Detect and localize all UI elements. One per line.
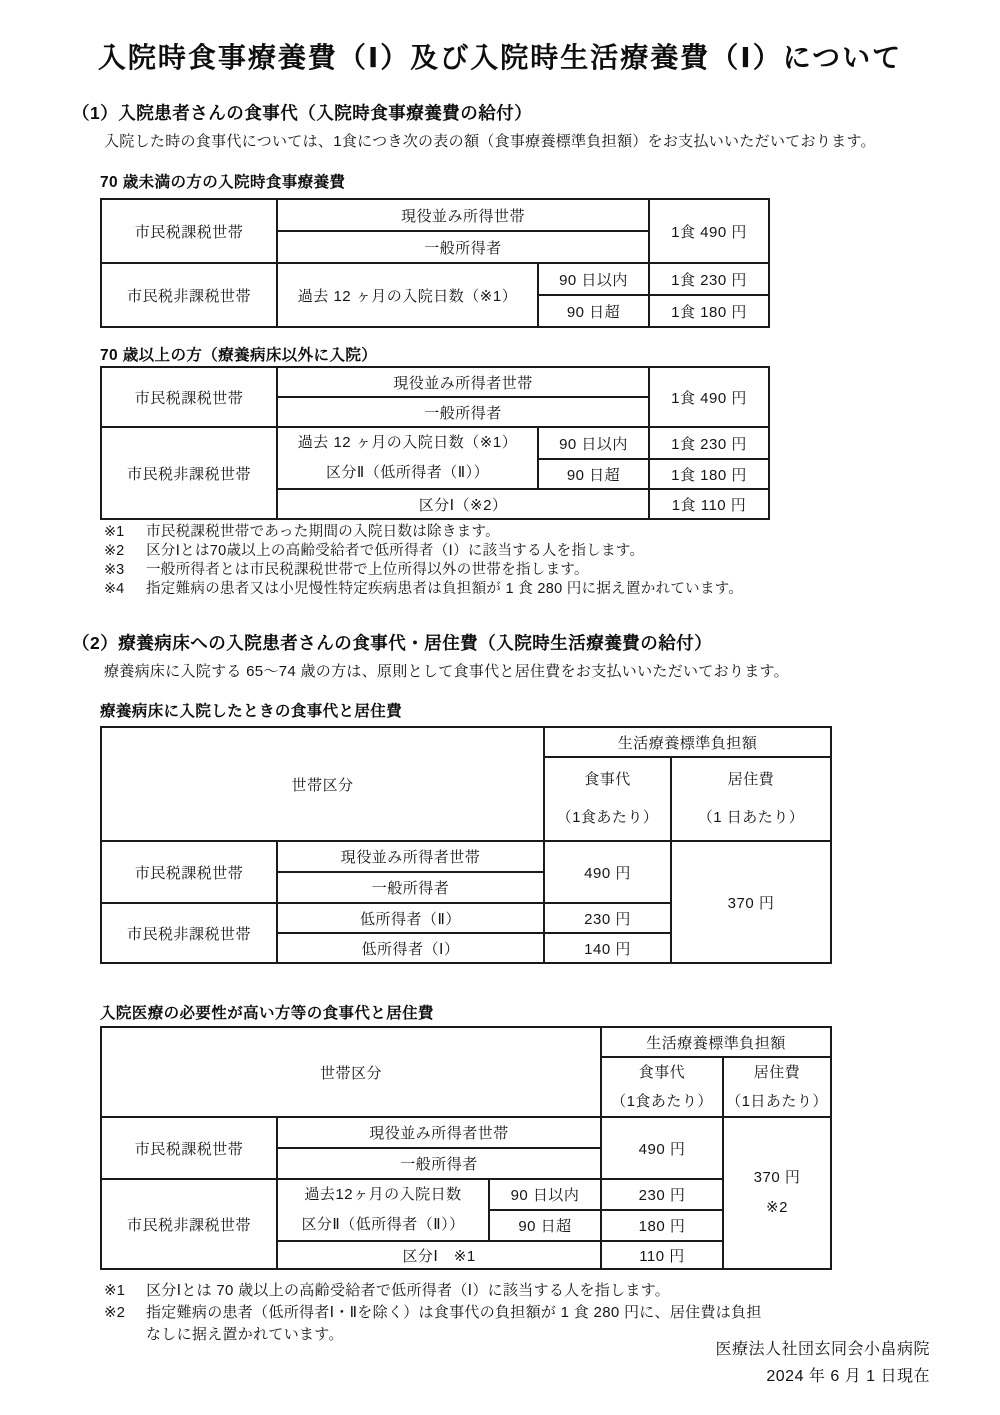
footnote-mark: ※3 bbox=[104, 562, 125, 578]
cell-taxed-household: 市民税課税世帯 bbox=[101, 199, 277, 263]
cell-kubun2-line: 区分Ⅱ（低所得者（Ⅱ）） bbox=[301, 1216, 465, 1233]
cell-price-180: 1食 180 円 bbox=[649, 459, 769, 489]
cell-meal-price-490: 490 円 bbox=[601, 1117, 723, 1179]
as-of-date: 2024 年 6 月 1 日現在 bbox=[766, 1368, 930, 1385]
cell-meal-fee-header bbox=[601, 1057, 723, 1117]
residence-fee-unit: （1 日あたり） bbox=[697, 809, 805, 826]
footnote-text: なしに据え置かれています。 bbox=[146, 1326, 344, 1343]
cell-burden-header: 生活療養標準負担額 bbox=[544, 727, 831, 757]
cell-over-90days: 90 日超 bbox=[538, 459, 649, 489]
cell-within-90days: 90 日以内 bbox=[538, 427, 649, 459]
residence-fee-unit: （1日あたり） bbox=[726, 1093, 828, 1110]
cell-taxed-household: 市民税課税世帯 bbox=[101, 367, 277, 427]
cell-hospital-days-line: 過去 12 ヶ月の入院日数（※1） bbox=[297, 434, 518, 451]
footnote-text: 区分Ⅰとは 70 歳以上の高齢受給者で低所得者（Ⅰ）に該当する人を指します。 bbox=[146, 1282, 671, 1299]
page-title: 入院時食事療養費（Ⅰ）及び入院時生活療養費（Ⅰ）について bbox=[97, 42, 903, 73]
cell-active-income: 現役並み所得者世帯 bbox=[277, 841, 544, 872]
footnote-mark: ※1 bbox=[104, 524, 125, 540]
meal-fee-unit: （1食あたり） bbox=[611, 1093, 713, 1110]
footnote bbox=[104, 561, 743, 580]
table4-title: 入院医療の必要性が高い方等の食事代と居住費 bbox=[100, 1005, 434, 1022]
cell-untaxed-household: 市民税非課税世帯 bbox=[101, 263, 277, 327]
cell-meal-price-230: 230 円 bbox=[601, 1179, 723, 1210]
cell-within-90days: 90 日以内 bbox=[489, 1179, 601, 1210]
cell-general-income: 一般所得者 bbox=[277, 872, 544, 903]
meal-fee-label: 食事代 bbox=[638, 1064, 686, 1081]
residence-price-note: ※2 bbox=[766, 1199, 788, 1216]
footnote-text: 市民税課税世帯であった期間の入院日数は除きます。 bbox=[146, 524, 500, 540]
footnote-text: 指定難病の患者（低所得者Ⅰ・Ⅱを除く）は食事代の負担額が 1 食 280 円に、居住費は負担 bbox=[146, 1304, 762, 1321]
table-high-need-meal-residence-fee bbox=[100, 1026, 832, 1270]
cell-meal-price-110: 110 円 bbox=[601, 1241, 723, 1269]
footnotes-section2 bbox=[104, 1280, 762, 1346]
cell-residence-fee-header bbox=[671, 757, 831, 841]
cell-hospital-days-kubun2 bbox=[277, 1179, 489, 1241]
footnote bbox=[104, 580, 743, 599]
table1-title: 70 歳未満の方の入院時食事療養費 bbox=[100, 174, 346, 191]
cell-household-category-header: 世帯区分 bbox=[101, 727, 544, 841]
section2-heading: （2）療養病床への入院患者さんの食事代・居住費（入院時生活療養費の給付） bbox=[72, 633, 713, 653]
cell-low-income-1: 低所得者（Ⅰ） bbox=[277, 933, 544, 963]
footnote-mark: ※2 bbox=[104, 1304, 125, 1321]
footnote-continuation bbox=[104, 1324, 762, 1346]
footnote bbox=[104, 523, 743, 542]
cell-meal-price-180: 180 円 bbox=[601, 1210, 723, 1241]
cell-meal-price-230: 230 円 bbox=[544, 903, 671, 933]
residence-fee-label: 居住費 bbox=[753, 1064, 801, 1081]
cell-untaxed-household: 市民税非課税世帯 bbox=[101, 1179, 277, 1269]
cell-price-230: 1食 230 円 bbox=[649, 427, 769, 459]
table3-title: 療養病床に入院したときの食事代と居住費 bbox=[100, 703, 403, 720]
footnote-text: 指定難病の患者又は小児慢性特定疾病患者は負担額が 1 食 280 円に据え置かれています。 bbox=[146, 581, 744, 597]
section1-description: 入院した時の食事代については、1食につき次の表の額（食事療養標準負担額）をお支払いいただいております。 bbox=[104, 133, 876, 150]
cell-untaxed-household: 市民税非課税世帯 bbox=[101, 427, 277, 519]
residence-fee-label: 居住費 bbox=[727, 771, 775, 788]
cell-low-income-2: 低所得者（Ⅱ） bbox=[277, 903, 544, 933]
cell-general-income: 一般所得者 bbox=[277, 397, 649, 427]
cell-price-180: 1食 180 円 bbox=[649, 295, 769, 327]
footnote-text: 一般所得者とは市民税課税世帯で上位所得以外の世帯を指します。 bbox=[146, 562, 589, 578]
cell-burden-header: 生活療養標準負担額 bbox=[601, 1027, 831, 1057]
meal-fee-label: 食事代 bbox=[584, 771, 631, 788]
cell-meal-price-140: 140 円 bbox=[544, 933, 671, 963]
cell-general-income: 一般所得者 bbox=[277, 1148, 601, 1179]
table-under70-meal-fee bbox=[100, 198, 770, 328]
footnote bbox=[104, 1280, 762, 1302]
footnote bbox=[104, 1302, 762, 1324]
footnote-text: 区分Ⅰとは70歳以上の高齢受給者で低所得者（Ⅰ）に該当する人を指します。 bbox=[146, 543, 645, 559]
table2-title: 70 歳以上の方（療養病床以外に入院） bbox=[100, 347, 378, 364]
document-footer bbox=[715, 1336, 930, 1390]
cell-meal-fee-header bbox=[544, 757, 671, 841]
cell-residence-fee-header bbox=[723, 1057, 831, 1117]
footnote-mark: ※2 bbox=[104, 543, 125, 559]
cell-within-90days: 90 日以内 bbox=[538, 263, 649, 295]
cell-over-90days: 90 日超 bbox=[489, 1210, 601, 1241]
cell-hospital-days: 過去 12 ヶ月の入院日数（※1） bbox=[277, 263, 538, 327]
cell-price-230: 1食 230 円 bbox=[649, 263, 769, 295]
cell-kubun2-line: 区分Ⅱ（低所得者（Ⅱ）） bbox=[325, 464, 490, 481]
cell-active-income: 現役並み所得者世帯 bbox=[277, 367, 649, 397]
cell-residence-price-370 bbox=[723, 1117, 831, 1269]
cell-household-category-header: 世帯区分 bbox=[101, 1027, 601, 1117]
footnote-mark: ※1 bbox=[104, 1282, 125, 1299]
residence-price-value: 370 円 bbox=[753, 1169, 801, 1186]
footnotes-section1 bbox=[104, 523, 743, 599]
cell-active-income: 現役並み所得者世帯 bbox=[277, 1117, 601, 1148]
cell-over-90days: 90 日超 bbox=[538, 295, 649, 327]
cell-hospital-days-line: 過去12ヶ月の入院日数 bbox=[304, 1186, 462, 1203]
table-ryoyo-meal-residence-fee bbox=[100, 726, 832, 964]
footnote bbox=[104, 542, 743, 561]
cell-kubun1: 区分Ⅰ ※1 bbox=[277, 1241, 601, 1269]
cell-price-490: 1食 490 円 bbox=[649, 367, 769, 427]
cell-active-income: 現役並み所得世帯 bbox=[277, 199, 649, 231]
cell-taxed-household: 市民税課税世帯 bbox=[101, 1117, 277, 1179]
footnote-mark-spacer bbox=[104, 1324, 146, 1346]
footnote-mark: ※4 bbox=[104, 581, 125, 597]
cell-taxed-household: 市民税課税世帯 bbox=[101, 841, 277, 903]
cell-kubun1: 区分Ⅰ（※2） bbox=[277, 489, 649, 519]
cell-price-110: 1食 110 円 bbox=[649, 489, 769, 519]
cell-untaxed-household: 市民税非課税世帯 bbox=[101, 903, 277, 963]
cell-price-490: 1食 490 円 bbox=[649, 199, 769, 263]
cell-residence-price-370: 370 円 bbox=[671, 841, 831, 963]
table-over70-meal-fee bbox=[100, 366, 770, 520]
organization-name: 医療法人社団玄同会小畠病院 bbox=[715, 1341, 930, 1358]
section2-description: 療養病床に入院する 65〜74 歳の方は、原則として食事代と居住費をお支払いいただいております。 bbox=[104, 663, 789, 680]
section1-heading: （1）入院患者さんの食事代（入院時食事療養費の給付） bbox=[72, 103, 533, 123]
meal-fee-unit: （1食あたり） bbox=[556, 809, 659, 826]
cell-hospital-days-kubun2 bbox=[277, 427, 538, 489]
cell-meal-price-490: 490 円 bbox=[544, 841, 671, 903]
cell-general-income: 一般所得者 bbox=[277, 231, 649, 263]
